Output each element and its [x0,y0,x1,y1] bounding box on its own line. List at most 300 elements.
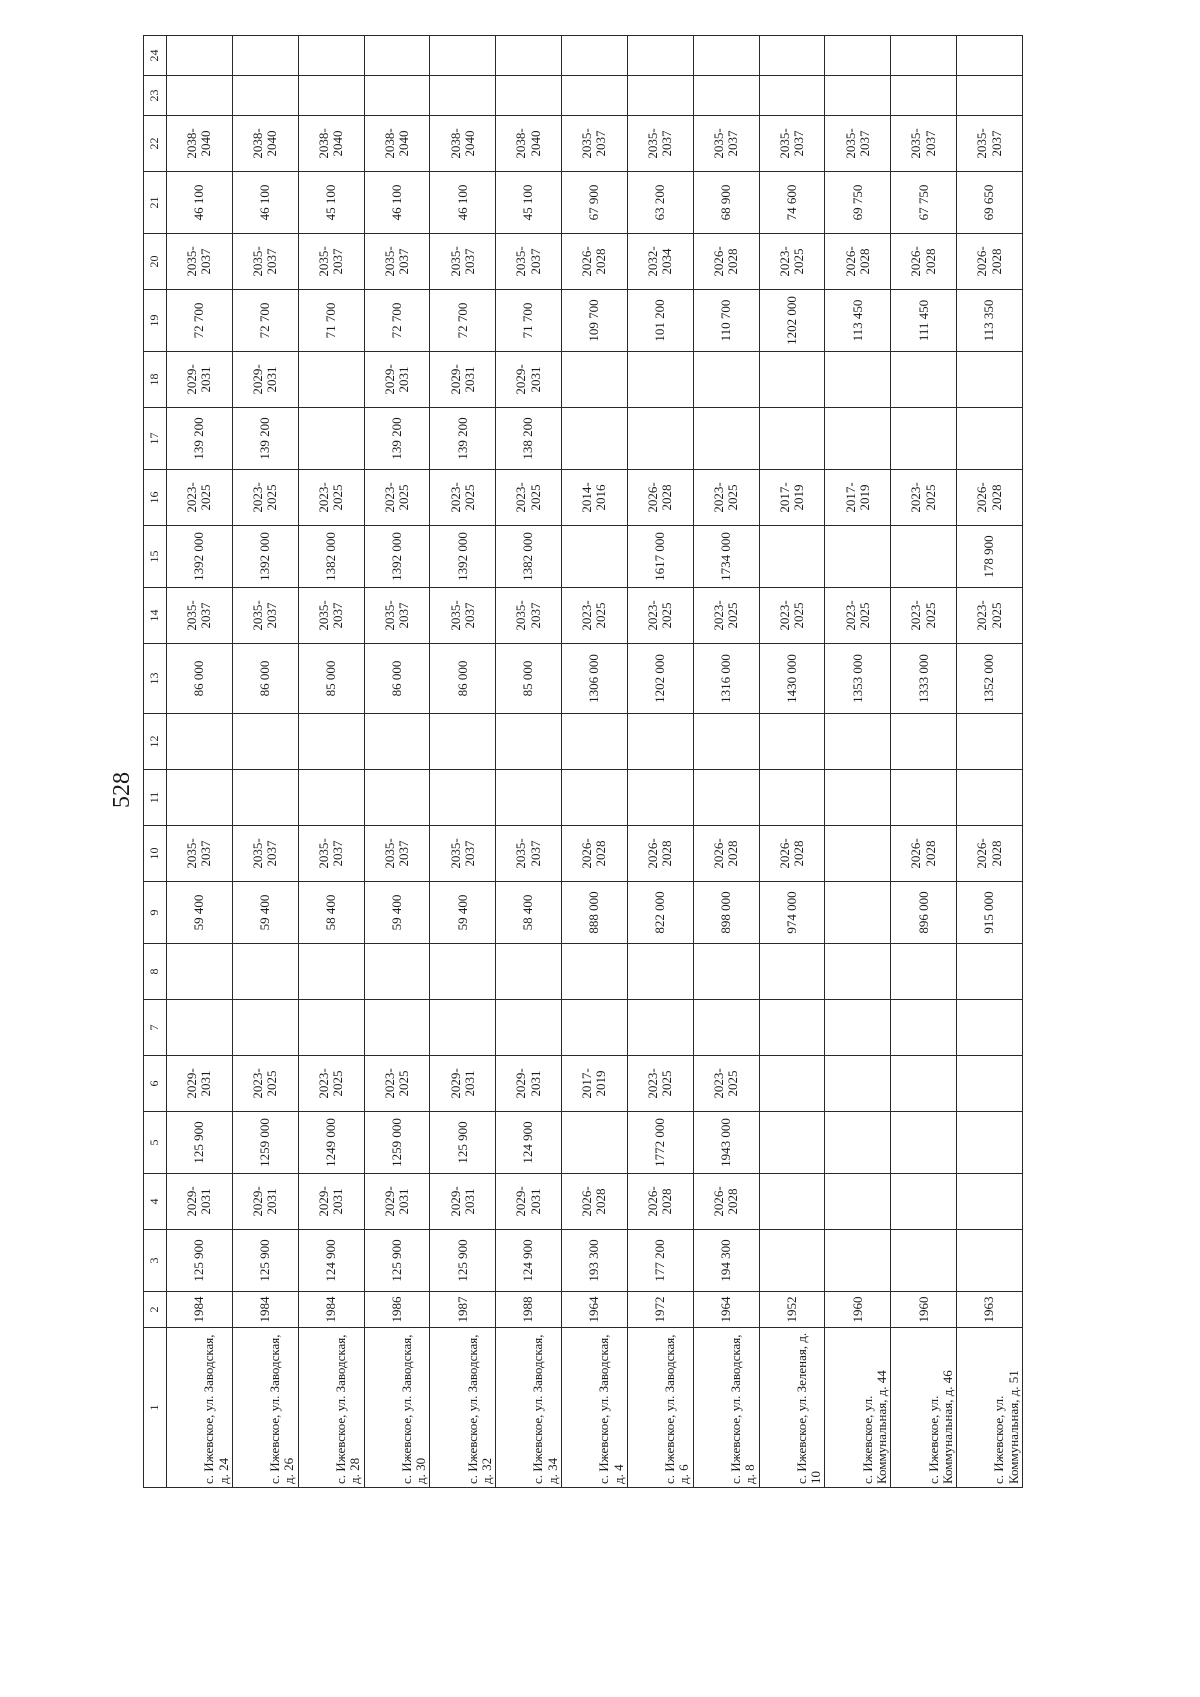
column-header-21: 21 [144,172,167,234]
table-cell [298,408,364,470]
table-cell: 2026-2028 [627,1174,693,1230]
table-cell: 85 000 [298,644,364,714]
column-header-14: 14 [144,588,167,644]
table-cell: 2035-2037 [957,116,1023,172]
column-header-3: 3 [144,1230,167,1292]
table-cell [430,1000,496,1056]
table-cell: 2038-2040 [298,116,364,172]
table-cell [364,714,430,770]
column-header-12: 12 [144,714,167,770]
column-header-5: 5 [144,1112,167,1174]
address-cell: с. Ижевское, ул. Заводская, д. 26 [232,1328,298,1488]
table-cell: 2035-2037 [298,826,364,882]
address-cell: с. Ижевское, ул. Коммунальная, д. 44 [825,1328,891,1488]
address-cell: с. Ижевское, ул. Коммунальная, д. 51 [957,1328,1023,1488]
table-cell: 1984 [232,1292,298,1328]
table-cell [430,36,496,76]
table-cell [759,1230,825,1292]
table-row [364,36,430,1488]
column-header-8: 8 [144,944,167,1000]
table-cell [759,408,825,470]
table-cell [693,76,759,116]
table-cell: 178 900 [957,526,1023,588]
table-cell [957,1230,1023,1292]
address-cell: с. Ижевское, ул. Заводская, д. 6 [627,1328,693,1488]
table-cell [957,1000,1023,1056]
table-cell [562,352,628,408]
table-cell [298,352,364,408]
table-cell [891,1230,957,1292]
table-cell: 110 700 [693,290,759,352]
table-cell [562,714,628,770]
table-cell [957,1112,1023,1174]
table-cell: 2029-2031 [430,1174,496,1230]
table-cell: 2035-2037 [693,116,759,172]
table-cell: 2038-2040 [232,116,298,172]
table-cell [496,36,562,76]
column-header-1: 1 [144,1328,167,1488]
table-cell [759,1000,825,1056]
table-cell [825,36,891,76]
table-cell: 67 900 [562,172,628,234]
table-row [693,36,759,1488]
table-cell [891,36,957,76]
table-cell: 1943 000 [693,1112,759,1174]
table-cell: 1353 000 [825,644,891,714]
table-cell: 2026-2028 [693,826,759,882]
table-cell: 2023-2025 [562,588,628,644]
table-cell: 2026-2028 [891,826,957,882]
table-cell [496,714,562,770]
table-cell: 2035-2037 [232,588,298,644]
column-header-22: 22 [144,116,167,172]
table-cell: 2026-2028 [627,826,693,882]
table-cell: 1352 000 [957,644,1023,714]
rotated-table-container [143,49,1023,1488]
table-cell [627,714,693,770]
table-cell [891,714,957,770]
table-cell: 1964 [562,1292,628,1328]
table-cell [759,770,825,826]
column-header-19: 19 [144,290,167,352]
table-cell [891,352,957,408]
table-cell: 1392 000 [167,526,233,588]
table-row [232,36,298,1488]
table-cell: 1960 [891,1292,957,1328]
table-cell: 2026-2028 [957,234,1023,290]
table-cell: 2035-2037 [825,116,891,172]
table-cell [825,1230,891,1292]
table-cell: 1987 [430,1292,496,1328]
table-cell: 2026-2028 [957,826,1023,882]
table-cell: 2026-2028 [562,1174,628,1230]
table-cell [759,36,825,76]
table-cell [957,1174,1023,1230]
table-cell [891,526,957,588]
table-cell [759,1056,825,1112]
table-cell: 71 700 [496,290,562,352]
table-cell: 1984 [167,1292,233,1328]
table-cell [430,714,496,770]
column-header-7: 7 [144,1000,167,1056]
table-cell: 1963 [957,1292,1023,1328]
table-cell: 2035-2037 [364,234,430,290]
table-cell: 2023-2025 [693,1056,759,1112]
table-cell: 139 200 [232,408,298,470]
table-cell: 139 200 [364,408,430,470]
table-cell: 2035-2037 [430,826,496,882]
table-cell: 1960 [825,1292,891,1328]
table-cell: 46 100 [364,172,430,234]
table-cell [562,944,628,1000]
table-cell: 2026-2028 [891,234,957,290]
table-cell [364,770,430,826]
table-cell: 2029-2031 [298,1174,364,1230]
table-cell: 2029-2031 [364,1174,430,1230]
table-cell: 2026-2028 [627,470,693,526]
table-cell: 2038-2040 [430,116,496,172]
address-cell: с. Ижевское, ул. Заводская, д. 34 [496,1328,562,1488]
table-cell: 2014-2016 [562,470,628,526]
table-cell: 1984 [298,1292,364,1328]
table-cell: 974 000 [759,882,825,944]
table-cell [232,714,298,770]
table-cell [759,352,825,408]
table-cell [891,408,957,470]
table-cell [759,76,825,116]
table-cell [627,944,693,1000]
table-cell: 67 750 [891,172,957,234]
table-cell: 139 200 [167,408,233,470]
table-cell: 72 700 [364,290,430,352]
table-cell [693,408,759,470]
table-cell: 139 200 [430,408,496,470]
table-cell: 125 900 [167,1112,233,1174]
table-cell [759,526,825,588]
table-cell: 1333 000 [891,644,957,714]
table-cell: 1430 000 [759,644,825,714]
table-cell [957,36,1023,76]
table-cell: 1316 000 [693,644,759,714]
table-cell [825,826,891,882]
table-cell: 58 400 [496,882,562,944]
table-cell: 2035-2037 [627,116,693,172]
table-cell: 46 100 [167,172,233,234]
table-cell: 2029-2031 [496,1174,562,1230]
table-cell: 2023-2025 [167,470,233,526]
table-cell: 45 100 [298,172,364,234]
table-row [825,36,891,1488]
table-cell [825,352,891,408]
table-cell [891,944,957,1000]
table-cell: 1617 000 [627,526,693,588]
table-cell [693,944,759,1000]
table-cell: 113 450 [825,290,891,352]
table-cell [957,352,1023,408]
address-cell: с. Ижевское, ул. Заводская, д. 8 [693,1328,759,1488]
table-cell [825,408,891,470]
table-cell [891,1174,957,1230]
address-cell: с. Ижевское, ул. Заводская, д. 28 [298,1328,364,1488]
table-cell: 2038-2040 [364,116,430,172]
table-cell: 2035-2037 [167,826,233,882]
table-cell: 2026-2028 [759,826,825,882]
table-cell: 1306 000 [562,644,628,714]
table-cell: 2035-2037 [496,588,562,644]
column-header-2: 2 [144,1292,167,1328]
table-cell [693,36,759,76]
table-cell: 72 700 [232,290,298,352]
table-cell [891,76,957,116]
table-cell: 2029-2031 [167,352,233,408]
column-header-20: 20 [144,234,167,290]
table-cell: 2023-2025 [364,1056,430,1112]
table-cell: 1988 [496,1292,562,1328]
table-cell: 2023-2025 [891,588,957,644]
address-cell: с. Ижевское, ул. Заводская, д. 24 [167,1328,233,1488]
table-cell: 2023-2025 [759,234,825,290]
table-cell: 125 900 [167,1230,233,1292]
column-header-9: 9 [144,882,167,944]
table-row [627,36,693,1488]
table-cell [167,944,233,1000]
table-cell [232,36,298,76]
table-cell: 2026-2028 [562,234,628,290]
column-header-4: 4 [144,1174,167,1230]
table-cell: 2035-2037 [232,826,298,882]
table-cell: 1249 000 [298,1112,364,1174]
table-cell [891,1000,957,1056]
table-cell [693,1000,759,1056]
table-cell: 2017-2019 [825,470,891,526]
table-cell: 2029-2031 [167,1174,233,1230]
table-row [957,36,1023,1488]
table-cell: 2035-2037 [759,116,825,172]
table-cell: 2035-2037 [364,826,430,882]
table-cell: 1952 [759,1292,825,1328]
table-cell [825,714,891,770]
table-cell: 2023-2025 [825,588,891,644]
address-cell: с. Ижевское, ул. Заводская, д. 32 [430,1328,496,1488]
table-cell [562,36,628,76]
table-cell [693,714,759,770]
table-cell: 2023-2025 [232,470,298,526]
column-header-10: 10 [144,826,167,882]
table-cell: 72 700 [167,290,233,352]
table-cell: 2023-2025 [298,1056,364,1112]
table-cell: 898 000 [693,882,759,944]
table-cell: 71 700 [298,290,364,352]
table-cell: 86 000 [364,644,430,714]
table-cell [167,76,233,116]
table-cell: 1964 [693,1292,759,1328]
table-cell [298,944,364,1000]
table-cell [496,770,562,826]
table-cell: 1259 000 [364,1112,430,1174]
table-cell: 125 900 [364,1230,430,1292]
table-cell [364,1000,430,1056]
table-cell: 2035-2037 [167,588,233,644]
table-cell: 2029-2031 [496,1056,562,1112]
table-cell: 125 900 [430,1230,496,1292]
table-cell: 2035-2037 [298,234,364,290]
table-cell [298,714,364,770]
table-cell: 2038-2040 [167,116,233,172]
table-cell: 86 000 [232,644,298,714]
table-cell: 2023-2025 [298,470,364,526]
table-cell [496,1000,562,1056]
table-cell [957,1056,1023,1112]
table-cell: 1986 [364,1292,430,1328]
table-cell [891,770,957,826]
table-cell [430,944,496,1000]
table-cell: 1382 000 [298,526,364,588]
table-cell: 2029-2031 [232,352,298,408]
table-cell [562,526,628,588]
table-cell: 915 000 [957,882,1023,944]
table-cell: 109 700 [562,290,628,352]
table-cell: 59 400 [364,882,430,944]
table-cell [232,770,298,826]
address-cell: с. Ижевское, ул. Заводская, д. 4 [562,1328,628,1488]
table-cell: 124 900 [298,1230,364,1292]
table-cell: 2032-2034 [627,234,693,290]
table-cell [957,944,1023,1000]
table-cell [891,1056,957,1112]
table-cell: 58 400 [298,882,364,944]
table-cell: 2026-2028 [693,1174,759,1230]
column-header-23: 23 [144,76,167,116]
table-cell: 2026-2028 [693,234,759,290]
table-cell: 2029-2031 [232,1174,298,1230]
table-cell: 2023-2025 [693,588,759,644]
table-cell: 2023-2025 [496,470,562,526]
table-cell [825,1174,891,1230]
table-cell: 113 350 [957,290,1023,352]
table-cell: 45 100 [496,172,562,234]
table-cell: 59 400 [430,882,496,944]
table-cell: 2038-2040 [496,116,562,172]
table-cell: 2023-2025 [891,470,957,526]
table-cell [627,408,693,470]
table-cell [891,1112,957,1174]
table-cell [232,76,298,116]
address-cell: с. Ижевское, ул. Зеленая, д. 10 [759,1328,825,1488]
table-cell [825,76,891,116]
table-cell [298,36,364,76]
table-cell: 63 200 [627,172,693,234]
table-row [496,36,562,1488]
table-cell: 2035-2037 [430,588,496,644]
table-cell: 1382 000 [496,526,562,588]
table-cell: 2029-2031 [496,352,562,408]
table-cell [298,76,364,116]
table-cell [364,36,430,76]
table-cell: 125 900 [430,1112,496,1174]
table-cell [562,1112,628,1174]
table-cell: 2029-2031 [167,1056,233,1112]
table-cell: 2017-2019 [562,1056,628,1112]
table-cell [496,76,562,116]
table-cell: 822 000 [627,882,693,944]
table-cell [957,76,1023,116]
table-cell: 2029-2031 [364,352,430,408]
table-cell [627,76,693,116]
table-cell: 2035-2037 [232,234,298,290]
table-cell: 59 400 [232,882,298,944]
table-cell: 1392 000 [364,526,430,588]
table-cell: 1392 000 [232,526,298,588]
table-cell: 1202 000 [627,644,693,714]
table-cell: 1259 000 [232,1112,298,1174]
table-cell: 2035-2037 [496,826,562,882]
table-cell: 2023-2025 [232,1056,298,1112]
table-cell [562,408,628,470]
table-cell: 2035-2037 [562,116,628,172]
table-cell [627,1000,693,1056]
table-cell [364,76,430,116]
table-cell: 46 100 [430,172,496,234]
address-cell: с. Ижевское, ул. Коммунальная, д. 46 [891,1328,957,1488]
table-cell [627,770,693,826]
table-cell [825,526,891,588]
table-cell [825,1056,891,1112]
table-cell: 86 000 [167,644,233,714]
table-cell [825,944,891,1000]
table-cell: 177 200 [627,1230,693,1292]
table-cell: 2023-2025 [957,588,1023,644]
table-cell: 2035-2037 [364,588,430,644]
table-cell: 2026-2028 [562,826,628,882]
table-cell: 59 400 [167,882,233,944]
table-cell [167,714,233,770]
table-cell: 888 000 [562,882,628,944]
column-header-24: 24 [144,36,167,76]
table-cell: 68 900 [693,172,759,234]
table-cell: 2023-2025 [364,470,430,526]
table-cell [825,1112,891,1174]
table-cell: 2029-2031 [430,1056,496,1112]
table-body [167,36,1023,1488]
table-cell [364,944,430,1000]
table-cell [167,36,233,76]
table-cell: 1772 000 [627,1112,693,1174]
table-cell [957,714,1023,770]
table-cell [693,770,759,826]
table-cell: 72 700 [430,290,496,352]
column-header-13: 13 [144,644,167,714]
table-cell [957,408,1023,470]
table-cell [167,770,233,826]
table-cell [562,1000,628,1056]
table-cell: 69 650 [957,172,1023,234]
table-cell: 111 450 [891,290,957,352]
table-cell: 2035-2037 [496,234,562,290]
table-cell: 2035-2037 [298,588,364,644]
table-cell: 2023-2025 [627,588,693,644]
table-cell: 1392 000 [430,526,496,588]
table-cell [298,770,364,826]
table-cell: 69 750 [825,172,891,234]
table-cell: 2023-2025 [627,1056,693,1112]
table-cell [627,36,693,76]
table-cell: 1972 [627,1292,693,1328]
table-cell [825,882,891,944]
table-cell [496,944,562,1000]
column-header-6: 6 [144,1056,167,1112]
table-cell: 2035-2037 [430,234,496,290]
column-header-17: 17 [144,408,167,470]
